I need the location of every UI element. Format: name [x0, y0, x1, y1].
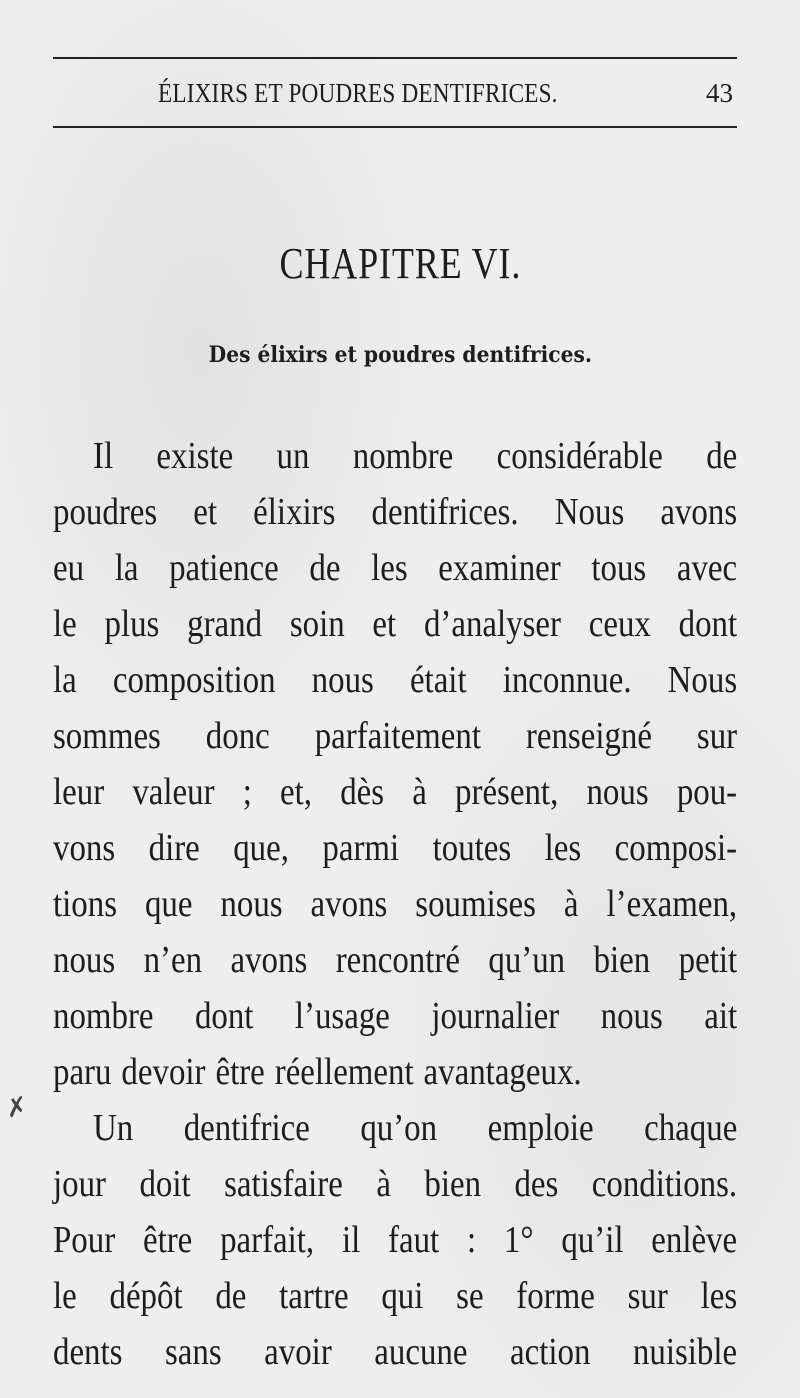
- text-line: tions que nous avons soumises à l’examen,: [53, 883, 738, 925]
- text-line: Il existe un nombre considérable de: [93, 435, 738, 477]
- header-bottom-rule: [53, 126, 737, 128]
- running-title: ÉLIXIRS ET POUDRES DENTIFRICES.: [158, 78, 558, 108]
- pencil-mark-icon: ✗: [3, 1091, 31, 1124]
- text-line: Un dentifrice qu’on emploie chaque: [93, 1107, 738, 1149]
- text-line: vons dire que, parmi toutes les composi-: [53, 827, 738, 869]
- chapter-subtitle: Des élixirs et poudres dentifrices.: [208, 342, 592, 368]
- text-line: nous n’en avons rencontré qu’un bien petit: [53, 939, 738, 981]
- chapter-title: CHAPITRE VI.: [279, 239, 521, 288]
- text-line: dents sans avoir aucune action nuisible: [53, 1331, 738, 1373]
- header-top-rule: [53, 57, 737, 59]
- text-line: le plus grand soin et d’analyser ceux dont: [53, 603, 738, 645]
- chapter-subtitle-block: [0, 340, 800, 370]
- text-line: Pour être parfait, il faut : 1° qu’il enlève: [53, 1219, 738, 1261]
- text-line: nombre dont l’usage journalier nous ait: [53, 995, 738, 1037]
- text-line: poudres et élixirs dentifrices. Nous avons: [53, 491, 738, 533]
- text-line: la composition nous était inconnue. Nous: [53, 659, 738, 701]
- text-line: le dépôt de tartre qui se forme sur les: [53, 1275, 738, 1317]
- text-line: jour doit satisfaire à bien des conditions.: [53, 1163, 738, 1205]
- text-line: leur valeur ; et, dès à présent, nous pou-: [53, 771, 738, 813]
- chapter-heading: [0, 239, 800, 289]
- text-line: eu la patience de les examiner tous avec: [53, 547, 738, 589]
- text-line: paru devoir être réellement avantageux.: [53, 1051, 582, 1093]
- page-number: 43: [706, 78, 733, 108]
- text-line: sommes donc parfaitement renseigné sur: [53, 715, 738, 757]
